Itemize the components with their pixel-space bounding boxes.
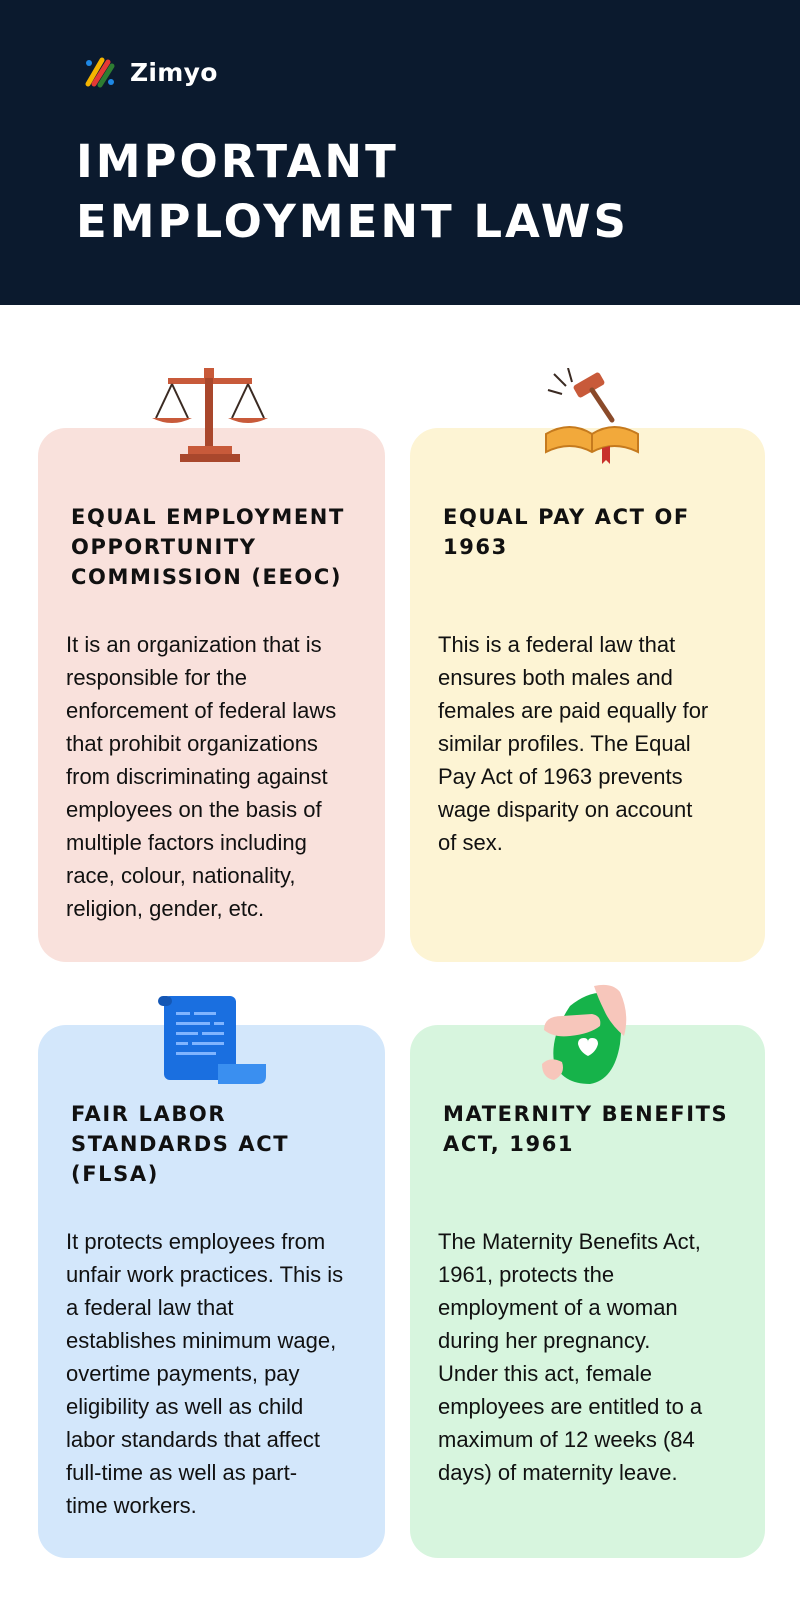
card-text-line: It is an organization that is bbox=[66, 632, 322, 657]
card-title-line: (FLSA) bbox=[71, 1162, 159, 1186]
card-text-line: overtime payments, pay bbox=[66, 1361, 300, 1386]
card-text-line: multiple factors including bbox=[66, 830, 307, 855]
brand-logo[interactable] bbox=[80, 52, 218, 92]
card-maternity-benefits-act bbox=[410, 1025, 765, 1558]
card-title-line: EQUAL PAY ACT OF bbox=[443, 505, 690, 529]
card-title-line: ACT, 1961 bbox=[443, 1132, 575, 1156]
pregnant-belly-heart-icon bbox=[540, 984, 640, 1086]
card-text-line: time workers. bbox=[66, 1493, 197, 1518]
card-text-line: similar profiles. The Equal bbox=[438, 731, 691, 756]
card-title-line: OPPORTUNITY bbox=[71, 535, 257, 559]
scales-of-justice-icon bbox=[148, 368, 272, 464]
card-text-line: during her pregnancy. bbox=[438, 1328, 651, 1353]
card-text-line: that prohibit organizations bbox=[66, 731, 318, 756]
card-description bbox=[438, 628, 738, 859]
card-text-line: employees on the basis of bbox=[66, 797, 322, 822]
card-flsa bbox=[38, 1025, 385, 1558]
card-text-line: of sex. bbox=[438, 830, 503, 855]
card-text-line: employees are entitled to a bbox=[438, 1394, 703, 1419]
card-text-line: ensures both males and bbox=[438, 665, 673, 690]
card-text-line: religion, gender, etc. bbox=[66, 896, 265, 921]
card-title-line: STANDARDS ACT bbox=[71, 1132, 290, 1156]
card-text-line: 1961, protects the bbox=[438, 1262, 615, 1287]
card-description bbox=[66, 1225, 378, 1522]
page-title bbox=[76, 132, 629, 252]
gavel-book-icon bbox=[542, 368, 642, 464]
card-title bbox=[443, 502, 743, 562]
card-title bbox=[443, 1099, 743, 1159]
zimyo-logo-icon bbox=[80, 52, 120, 92]
card-text-line: eligibility as well as child bbox=[66, 1394, 304, 1419]
card-title-line: FAIR LABOR bbox=[71, 1102, 227, 1126]
card-title bbox=[71, 502, 371, 592]
card-text-line: enforcement of federal laws bbox=[66, 698, 337, 723]
title-line-2: EMPLOYMENT LAWS bbox=[76, 195, 629, 248]
card-text-line: from discriminating against bbox=[66, 764, 328, 789]
card-text-line: full-time as well as part- bbox=[66, 1460, 298, 1485]
card-text-line: maximum of 12 weeks (84 bbox=[438, 1427, 695, 1452]
card-text-line: days) of maternity leave. bbox=[438, 1460, 678, 1485]
card-text-line: wage disparity on account bbox=[438, 797, 693, 822]
scroll-document-icon bbox=[158, 994, 266, 1086]
card-text-line: The Maternity Benefits Act, bbox=[438, 1229, 701, 1254]
card-text-line: a federal law that bbox=[66, 1295, 234, 1320]
card-title-line: MATERNITY BENEFITS bbox=[443, 1102, 729, 1126]
title-line-1: IMPORTANT bbox=[76, 135, 399, 188]
card-title-line: EQUAL EMPLOYMENT bbox=[71, 505, 345, 529]
card-text-line: Pay Act of 1963 prevents bbox=[438, 764, 683, 789]
card-description bbox=[438, 1225, 738, 1489]
card-text-line: It protects employees from bbox=[66, 1229, 326, 1254]
card-equal-pay-act bbox=[410, 428, 765, 962]
card-text-line: employment of a woman bbox=[438, 1295, 678, 1320]
card-text-line: Under this act, female bbox=[438, 1361, 652, 1386]
card-description bbox=[66, 628, 378, 925]
card-text-line: responsible for the bbox=[66, 665, 247, 690]
card-title-line: 1963 bbox=[443, 535, 508, 559]
card-eeoc bbox=[38, 428, 385, 962]
card-text-line: This is a federal law that bbox=[438, 632, 676, 657]
card-text-line: unfair work practices. This is bbox=[66, 1262, 344, 1287]
card-text-line: females are paid equally for bbox=[438, 698, 709, 723]
brand-name: Zimyo bbox=[130, 57, 218, 87]
card-text-line: establishes minimum wage, bbox=[66, 1328, 337, 1353]
card-title bbox=[71, 1099, 371, 1189]
card-title-line: COMMISSION (EEOC) bbox=[71, 565, 343, 589]
card-text-line: labor standards that affect bbox=[66, 1427, 320, 1452]
header-banner bbox=[0, 0, 800, 305]
card-text-line: race, colour, nationality, bbox=[66, 863, 296, 888]
